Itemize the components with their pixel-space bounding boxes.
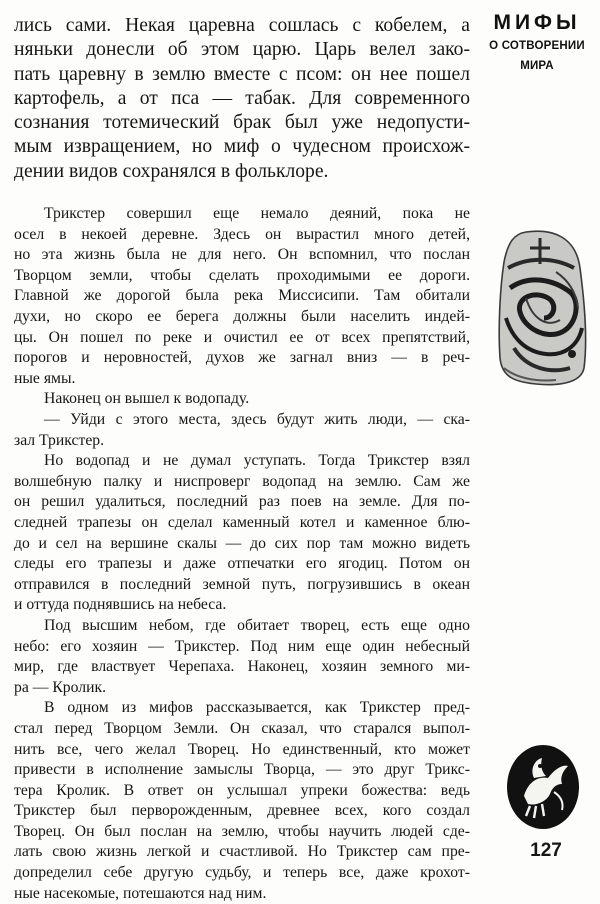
text-line: пать царевну в землю вместе с псом: он нее пошел: [14, 63, 470, 85]
text-line: Трикстер был перворожденным, древнее всех, кого создал: [14, 802, 470, 820]
section-title: МИФЫ: [493, 11, 581, 34]
text-line: отправился в последний земной путь, погрузившись в океан: [14, 575, 470, 593]
paragraph-speech: [14, 410, 470, 451]
bird-icon: [504, 742, 582, 832]
section-subtitle-line1: О СОТВОРЕНИИ: [489, 40, 585, 52]
main-text-column: [14, 14, 470, 904]
text-line: тера Кролик. В ответ он услышал упреки божества: ведь: [14, 781, 470, 799]
text-line: следы его трапезы и даже отпечатки его ягодиц. Потом он: [14, 555, 470, 573]
text-line: Трикстер совершил еще немало деяний, пока не: [44, 205, 470, 223]
paragraph-creator: [14, 698, 470, 904]
text-line: следней трапезы он сделал каменный котел и каменное блю-: [14, 513, 470, 531]
paragraph-heavens: [14, 616, 470, 698]
text-line: но эта жизнь была не для него. Он вспомнил, что послан: [14, 246, 470, 264]
text-line: волшебную палку и ниспроверг водопад на землю. Сам же: [14, 472, 470, 490]
text-line: мир, где властвует Черепаха. Наконец, хозяин земного ми-: [14, 658, 470, 676]
section-header: [486, 10, 588, 76]
text-line: картофель, а от пса — табак. Для современного: [14, 87, 470, 109]
text-line: лись сами. Некая царевна сошлась с кобелем, а: [14, 15, 470, 36]
text-line: привести в исполнение замыслы Творца, — это друг Трикс-: [14, 761, 470, 779]
text-line: нить все, чего желал Творец. Но единственный, кто может: [14, 740, 470, 758]
text-line: и оттуда поднявшись на небеса.: [14, 596, 227, 614]
text-line: зал Трикстер.: [14, 431, 105, 449]
text-line: няньки донесли об этом царю. Царь велел зако-: [14, 39, 470, 61]
text-line: В одном из мифов рассказывается, как Трикстер пред-: [44, 699, 470, 717]
text-line: Главной же дорогой была река Миссисипи. Там обитали: [14, 287, 470, 305]
bird-emblem: [504, 742, 582, 832]
runestone-icon: [496, 228, 590, 388]
text-line: стал перед Творцом Земли. Он сказал, что старался выпол-: [14, 719, 470, 737]
text-line: — Уйди с этого места, здесь будут жить люди, — ска-: [44, 411, 470, 429]
text-line: Наконец он вышел к водопаду.: [44, 390, 250, 408]
text-line: мым извращением, но миф о чудесном происхож-: [14, 136, 470, 158]
text-line: до и сел на вершине скалы — до сих пор там можно видеть: [14, 534, 470, 552]
intro-paragraph: [14, 14, 470, 184]
text-line: ные насекомые, потешаются над ним.: [14, 884, 267, 902]
text-line: допределил себе другую судьбу, и теперь все, даже крохот-: [14, 864, 470, 882]
text-line: Творец. Он был послан на землю, чтобы научить людей сде-: [14, 822, 470, 840]
text-line: Творцом земли, чтобы сделать проходимыми ее дороги.: [14, 266, 470, 284]
runestone-illustration: [496, 228, 590, 388]
text-line: порогов и неровностей, духов же загнал вниз — в реч-: [14, 349, 470, 367]
section-subtitle-line2: МИРА: [520, 60, 554, 72]
text-line: духи, но скоро ее берега должны были населить индей-: [14, 308, 470, 326]
text-line: цы. Он пошел по реке и очистил ее от всех препятствий,: [14, 328, 470, 346]
text-line: небо: его хозяин — Трикстер. Под ним еще один небесный: [14, 637, 470, 655]
text-line: лать свою жизнь легкой и счастливой. Но Трикстер сам пре-: [14, 843, 470, 861]
text-line: он решил удалиться, последний раз поев на земле. Для по-: [14, 493, 470, 511]
text-line: Но водопад и не думал уступать. Тогда Трикстер взял: [44, 452, 470, 470]
page-number: 127: [530, 840, 562, 861]
text-line: осел в некоей деревне. Здесь он вырастил много детей,: [14, 225, 470, 243]
paragraph-magic-stick: [14, 451, 470, 616]
body-text: [14, 204, 470, 904]
text-line: дении видов сохранялся в фольклоре.: [14, 160, 329, 182]
text-line: ра — Кролик.: [14, 678, 107, 696]
text-line: ные ямы.: [14, 369, 76, 387]
text-line: Под высшим небом, где обитает творец, есть еще одно: [44, 616, 470, 634]
paragraph-waterfall: [14, 389, 470, 410]
text-line: сознания тотемический брак был уже недопусти-: [14, 112, 470, 134]
paragraph-trickster-deeds: [14, 204, 470, 389]
